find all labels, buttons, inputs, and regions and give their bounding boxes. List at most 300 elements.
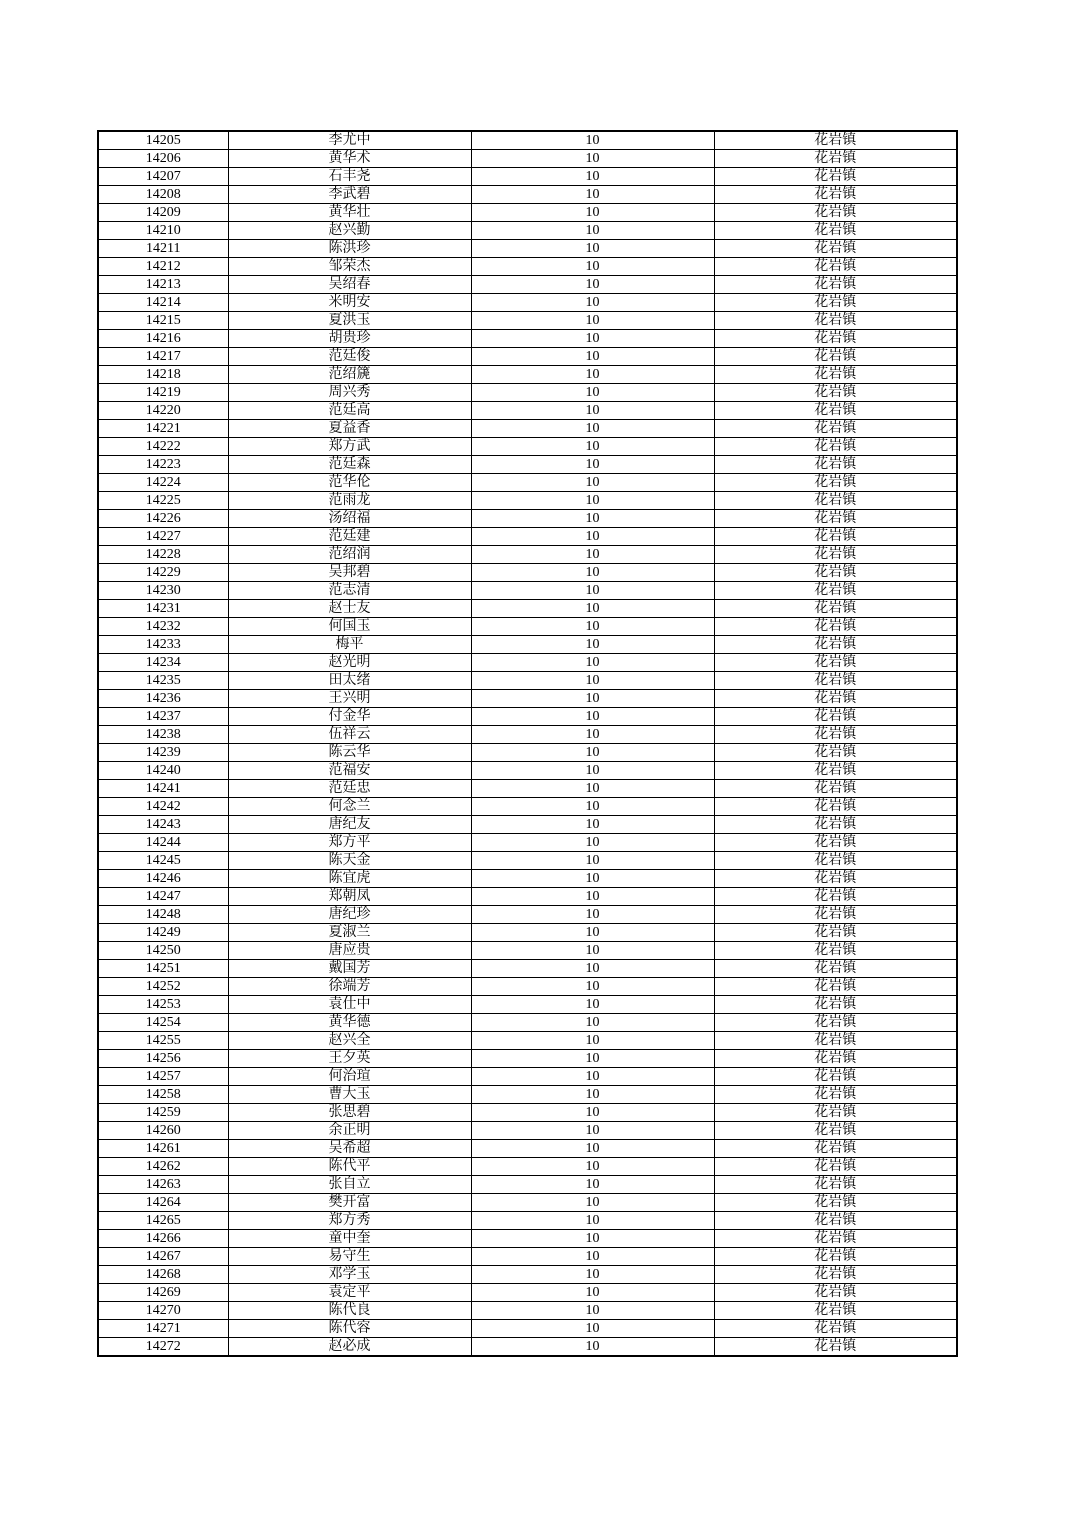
cell-name: 周兴秀 xyxy=(228,384,471,402)
cell-town: 花岩镇 xyxy=(714,366,957,384)
cell-town: 花岩镇 xyxy=(714,744,957,762)
cell-id: 14246 xyxy=(98,870,228,888)
table-row xyxy=(98,834,957,852)
table-row xyxy=(98,690,957,708)
cell-amount: 10 xyxy=(471,474,714,492)
table-row xyxy=(98,1158,957,1176)
cell-town: 花岩镇 xyxy=(714,942,957,960)
cell-town: 花岩镇 xyxy=(714,1194,957,1212)
cell-id: 14217 xyxy=(98,348,228,366)
cell-amount: 10 xyxy=(471,384,714,402)
cell-amount: 10 xyxy=(471,131,714,150)
cell-id: 14271 xyxy=(98,1320,228,1338)
cell-town: 花岩镇 xyxy=(714,294,957,312)
cell-amount: 10 xyxy=(471,564,714,582)
cell-name: 赵必成 xyxy=(228,1338,471,1357)
cell-town: 花岩镇 xyxy=(714,870,957,888)
cell-town: 花岩镇 xyxy=(714,654,957,672)
cell-id: 14207 xyxy=(98,168,228,186)
table-row xyxy=(98,204,957,222)
cell-id: 14210 xyxy=(98,222,228,240)
cell-amount: 10 xyxy=(471,258,714,276)
table-row xyxy=(98,1104,957,1122)
cell-name: 唐纪珍 xyxy=(228,906,471,924)
cell-town: 花岩镇 xyxy=(714,1068,957,1086)
cell-town: 花岩镇 xyxy=(714,780,957,798)
cell-amount: 10 xyxy=(471,1050,714,1068)
table-row xyxy=(98,330,957,348)
cell-id: 14208 xyxy=(98,186,228,204)
table-row xyxy=(98,348,957,366)
cell-amount: 10 xyxy=(471,150,714,168)
cell-amount: 10 xyxy=(471,402,714,420)
table-row xyxy=(98,798,957,816)
cell-name: 徐端芳 xyxy=(228,978,471,996)
cell-name: 范雨龙 xyxy=(228,492,471,510)
table-row xyxy=(98,582,957,600)
table-row xyxy=(98,474,957,492)
cell-name: 陈代平 xyxy=(228,1158,471,1176)
cell-id: 14267 xyxy=(98,1248,228,1266)
cell-id: 14240 xyxy=(98,762,228,780)
cell-town: 花岩镇 xyxy=(714,690,957,708)
cell-id: 14231 xyxy=(98,600,228,618)
cell-amount: 10 xyxy=(471,906,714,924)
cell-id: 14265 xyxy=(98,1212,228,1230)
cell-town: 花岩镇 xyxy=(714,834,957,852)
cell-name: 何国玉 xyxy=(228,618,471,636)
cell-id: 14253 xyxy=(98,996,228,1014)
table-row xyxy=(98,942,957,960)
cell-id: 14216 xyxy=(98,330,228,348)
cell-town: 花岩镇 xyxy=(714,258,957,276)
table-row xyxy=(98,762,957,780)
cell-name: 唐应贵 xyxy=(228,942,471,960)
cell-name: 李武碧 xyxy=(228,186,471,204)
cell-id: 14225 xyxy=(98,492,228,510)
cell-amount: 10 xyxy=(471,978,714,996)
cell-name: 付金华 xyxy=(228,708,471,726)
table-row xyxy=(98,366,957,384)
cell-id: 14239 xyxy=(98,744,228,762)
cell-amount: 10 xyxy=(471,708,714,726)
cell-name: 范廷森 xyxy=(228,456,471,474)
cell-id: 14206 xyxy=(98,150,228,168)
cell-name: 吴希超 xyxy=(228,1140,471,1158)
table-row xyxy=(98,258,957,276)
cell-amount: 10 xyxy=(471,942,714,960)
cell-name: 王兴明 xyxy=(228,690,471,708)
cell-amount: 10 xyxy=(471,186,714,204)
cell-town: 花岩镇 xyxy=(714,636,957,654)
cell-id: 14263 xyxy=(98,1176,228,1194)
cell-amount: 10 xyxy=(471,366,714,384)
cell-name: 夏淑兰 xyxy=(228,924,471,942)
cell-id: 14238 xyxy=(98,726,228,744)
table-row xyxy=(98,1338,957,1357)
cell-name: 梅平 xyxy=(228,636,471,654)
cell-id: 14241 xyxy=(98,780,228,798)
cell-town: 花岩镇 xyxy=(714,924,957,942)
cell-id: 14230 xyxy=(98,582,228,600)
cell-id: 14235 xyxy=(98,672,228,690)
cell-town: 花岩镇 xyxy=(714,312,957,330)
cell-town: 花岩镇 xyxy=(714,1122,957,1140)
cell-town: 花岩镇 xyxy=(714,240,957,258)
cell-id: 14272 xyxy=(98,1338,228,1357)
cell-name: 伍祥云 xyxy=(228,726,471,744)
cell-name: 王夕英 xyxy=(228,1050,471,1068)
cell-town: 花岩镇 xyxy=(714,474,957,492)
cell-town: 花岩镇 xyxy=(714,1338,957,1357)
table-row xyxy=(98,618,957,636)
table-row xyxy=(98,870,957,888)
table-row xyxy=(98,726,957,744)
table-row xyxy=(98,996,957,1014)
cell-id: 14248 xyxy=(98,906,228,924)
cell-town: 花岩镇 xyxy=(714,1158,957,1176)
cell-id: 14212 xyxy=(98,258,228,276)
cell-town: 花岩镇 xyxy=(714,618,957,636)
cell-name: 胡贵珍 xyxy=(228,330,471,348)
cell-town: 花岩镇 xyxy=(714,1014,957,1032)
cell-amount: 10 xyxy=(471,798,714,816)
cell-id: 14237 xyxy=(98,708,228,726)
cell-town: 花岩镇 xyxy=(714,906,957,924)
cell-id: 14247 xyxy=(98,888,228,906)
cell-town: 花岩镇 xyxy=(714,276,957,294)
cell-amount: 10 xyxy=(471,330,714,348)
cell-town: 花岩镇 xyxy=(714,798,957,816)
table-row xyxy=(98,1230,957,1248)
cell-id: 14250 xyxy=(98,942,228,960)
cell-id: 14261 xyxy=(98,1140,228,1158)
cell-name: 范福安 xyxy=(228,762,471,780)
cell-town: 花岩镇 xyxy=(714,348,957,366)
table-row xyxy=(98,276,957,294)
cell-town: 花岩镇 xyxy=(714,150,957,168)
table-row xyxy=(98,131,957,150)
cell-amount: 10 xyxy=(471,222,714,240)
table-row xyxy=(98,1266,957,1284)
cell-name: 范华伦 xyxy=(228,474,471,492)
cell-name: 郑方武 xyxy=(228,438,471,456)
table-row xyxy=(98,1212,957,1230)
cell-amount: 10 xyxy=(471,1068,714,1086)
cell-town: 花岩镇 xyxy=(714,888,957,906)
cell-id: 14222 xyxy=(98,438,228,456)
cell-amount: 10 xyxy=(471,1212,714,1230)
cell-amount: 10 xyxy=(471,690,714,708)
cell-name: 黄华术 xyxy=(228,150,471,168)
table-row xyxy=(98,672,957,690)
table-body xyxy=(98,131,957,1356)
cell-town: 花岩镇 xyxy=(714,438,957,456)
table-row xyxy=(98,402,957,420)
cell-id: 14255 xyxy=(98,1032,228,1050)
table-row xyxy=(98,564,957,582)
cell-town: 花岩镇 xyxy=(714,762,957,780)
cell-amount: 10 xyxy=(471,654,714,672)
cell-town: 花岩镇 xyxy=(714,222,957,240)
cell-name: 袁仕中 xyxy=(228,996,471,1014)
table-row xyxy=(98,1050,957,1068)
cell-name: 余正明 xyxy=(228,1122,471,1140)
table-row xyxy=(98,1320,957,1338)
cell-id: 14257 xyxy=(98,1068,228,1086)
cell-town: 花岩镇 xyxy=(714,996,957,1014)
cell-name: 田太绪 xyxy=(228,672,471,690)
table-row xyxy=(98,960,957,978)
table-row xyxy=(98,1248,957,1266)
cell-town: 花岩镇 xyxy=(714,1284,957,1302)
cell-town: 花岩镇 xyxy=(714,1266,957,1284)
cell-amount: 10 xyxy=(471,528,714,546)
cell-amount: 10 xyxy=(471,672,714,690)
cell-amount: 10 xyxy=(471,1266,714,1284)
cell-name: 郑朝凤 xyxy=(228,888,471,906)
cell-town: 花岩镇 xyxy=(714,1248,957,1266)
cell-name: 黄华德 xyxy=(228,1014,471,1032)
cell-name: 樊开富 xyxy=(228,1194,471,1212)
cell-amount: 10 xyxy=(471,600,714,618)
cell-id: 14221 xyxy=(98,420,228,438)
cell-town: 花岩镇 xyxy=(714,672,957,690)
cell-id: 14262 xyxy=(98,1158,228,1176)
cell-town: 花岩镇 xyxy=(714,131,957,150)
table-row xyxy=(98,978,957,996)
cell-amount: 10 xyxy=(471,744,714,762)
cell-name: 李尤中 xyxy=(228,131,471,150)
table-row xyxy=(98,1176,957,1194)
cell-name: 邓学玉 xyxy=(228,1266,471,1284)
cell-name: 米明安 xyxy=(228,294,471,312)
cell-amount: 10 xyxy=(471,312,714,330)
table-row xyxy=(98,294,957,312)
cell-id: 14211 xyxy=(98,240,228,258)
cell-id: 14252 xyxy=(98,978,228,996)
cell-id: 14209 xyxy=(98,204,228,222)
cell-amount: 10 xyxy=(471,438,714,456)
table-row xyxy=(98,186,957,204)
cell-name: 夏洪玉 xyxy=(228,312,471,330)
table-row xyxy=(98,816,957,834)
cell-name: 郑方平 xyxy=(228,834,471,852)
cell-id: 14205 xyxy=(98,131,228,150)
cell-name: 张思碧 xyxy=(228,1104,471,1122)
cell-name: 赵兴勤 xyxy=(228,222,471,240)
table-row xyxy=(98,510,957,528)
table-row xyxy=(98,708,957,726)
cell-town: 花岩镇 xyxy=(714,1086,957,1104)
cell-name: 郑方秀 xyxy=(228,1212,471,1230)
cell-town: 花岩镇 xyxy=(714,726,957,744)
cell-id: 14215 xyxy=(98,312,228,330)
cell-name: 范廷俊 xyxy=(228,348,471,366)
table-row xyxy=(98,852,957,870)
cell-amount: 10 xyxy=(471,582,714,600)
table-row xyxy=(98,438,957,456)
table-row xyxy=(98,600,957,618)
cell-amount: 10 xyxy=(471,546,714,564)
table-row xyxy=(98,546,957,564)
cell-amount: 10 xyxy=(471,510,714,528)
cell-town: 花岩镇 xyxy=(714,1302,957,1320)
cell-town: 花岩镇 xyxy=(714,168,957,186)
cell-amount: 10 xyxy=(471,834,714,852)
cell-amount: 10 xyxy=(471,1104,714,1122)
cell-name: 范志清 xyxy=(228,582,471,600)
table-row xyxy=(98,654,957,672)
cell-name: 陈代良 xyxy=(228,1302,471,1320)
cell-id: 14242 xyxy=(98,798,228,816)
table-row xyxy=(98,150,957,168)
cell-town: 花岩镇 xyxy=(714,456,957,474)
cell-amount: 10 xyxy=(471,762,714,780)
cell-name: 戴国芳 xyxy=(228,960,471,978)
cell-name: 吴邦碧 xyxy=(228,564,471,582)
cell-town: 花岩镇 xyxy=(714,564,957,582)
cell-amount: 10 xyxy=(471,1176,714,1194)
cell-town: 花岩镇 xyxy=(714,330,957,348)
cell-id: 14233 xyxy=(98,636,228,654)
cell-name: 陈代容 xyxy=(228,1320,471,1338)
table-row xyxy=(98,744,957,762)
cell-id: 14219 xyxy=(98,384,228,402)
cell-id: 14213 xyxy=(98,276,228,294)
table-row xyxy=(98,1302,957,1320)
cell-amount: 10 xyxy=(471,1122,714,1140)
table-row xyxy=(98,1068,957,1086)
cell-id: 14227 xyxy=(98,528,228,546)
cell-name: 夏益香 xyxy=(228,420,471,438)
cell-amount: 10 xyxy=(471,1248,714,1266)
cell-id: 14218 xyxy=(98,366,228,384)
cell-amount: 10 xyxy=(471,1158,714,1176)
cell-id: 14254 xyxy=(98,1014,228,1032)
cell-name: 陈天金 xyxy=(228,852,471,870)
cell-id: 14234 xyxy=(98,654,228,672)
cell-amount: 10 xyxy=(471,816,714,834)
cell-amount: 10 xyxy=(471,276,714,294)
cell-id: 14236 xyxy=(98,690,228,708)
cell-id: 14220 xyxy=(98,402,228,420)
cell-amount: 10 xyxy=(471,888,714,906)
table-row xyxy=(98,1194,957,1212)
cell-amount: 10 xyxy=(471,420,714,438)
cell-id: 14232 xyxy=(98,618,228,636)
cell-name: 易守生 xyxy=(228,1248,471,1266)
table-row xyxy=(98,420,957,438)
cell-amount: 10 xyxy=(471,492,714,510)
cell-amount: 10 xyxy=(471,1320,714,1338)
cell-id: 14214 xyxy=(98,294,228,312)
cell-id: 14268 xyxy=(98,1266,228,1284)
cell-name: 邹荣杰 xyxy=(228,258,471,276)
table-row xyxy=(98,1140,957,1158)
cell-name: 黄华壮 xyxy=(228,204,471,222)
cell-town: 花岩镇 xyxy=(714,1212,957,1230)
cell-amount: 10 xyxy=(471,852,714,870)
cell-id: 14244 xyxy=(98,834,228,852)
cell-town: 花岩镇 xyxy=(714,1032,957,1050)
cell-name: 童中奎 xyxy=(228,1230,471,1248)
cell-town: 花岩镇 xyxy=(714,510,957,528)
table-row xyxy=(98,312,957,330)
cell-amount: 10 xyxy=(471,1302,714,1320)
table-row xyxy=(98,528,957,546)
cell-amount: 10 xyxy=(471,1086,714,1104)
cell-town: 花岩镇 xyxy=(714,384,957,402)
cell-town: 花岩镇 xyxy=(714,1230,957,1248)
cell-name: 赵光明 xyxy=(228,654,471,672)
cell-id: 14243 xyxy=(98,816,228,834)
cell-name: 范廷忠 xyxy=(228,780,471,798)
cell-name: 陈洪珍 xyxy=(228,240,471,258)
cell-amount: 10 xyxy=(471,636,714,654)
cell-amount: 10 xyxy=(471,1194,714,1212)
cell-id: 14269 xyxy=(98,1284,228,1302)
cell-id: 14224 xyxy=(98,474,228,492)
cell-town: 花岩镇 xyxy=(714,204,957,222)
cell-id: 14228 xyxy=(98,546,228,564)
cell-name: 袁定平 xyxy=(228,1284,471,1302)
cell-id: 14260 xyxy=(98,1122,228,1140)
table-row xyxy=(98,924,957,942)
cell-id: 14264 xyxy=(98,1194,228,1212)
cell-id: 14229 xyxy=(98,564,228,582)
cell-amount: 10 xyxy=(471,780,714,798)
table-row xyxy=(98,906,957,924)
table-row xyxy=(98,384,957,402)
cell-name: 曹大玉 xyxy=(228,1086,471,1104)
cell-town: 花岩镇 xyxy=(714,186,957,204)
cell-town: 花岩镇 xyxy=(714,528,957,546)
cell-amount: 10 xyxy=(471,168,714,186)
cell-id: 14256 xyxy=(98,1050,228,1068)
cell-name: 范绍篪 xyxy=(228,366,471,384)
cell-id: 14266 xyxy=(98,1230,228,1248)
cell-name: 赵士友 xyxy=(228,600,471,618)
cell-town: 花岩镇 xyxy=(714,1140,957,1158)
cell-name: 赵兴全 xyxy=(228,1032,471,1050)
cell-name: 张自立 xyxy=(228,1176,471,1194)
cell-town: 花岩镇 xyxy=(714,1104,957,1122)
cell-id: 14249 xyxy=(98,924,228,942)
data-table xyxy=(97,130,958,1357)
cell-town: 花岩镇 xyxy=(714,1050,957,1068)
cell-amount: 10 xyxy=(471,240,714,258)
cell-name: 汤绍福 xyxy=(228,510,471,528)
table-row xyxy=(98,1284,957,1302)
cell-id: 14258 xyxy=(98,1086,228,1104)
cell-id: 14259 xyxy=(98,1104,228,1122)
cell-town: 花岩镇 xyxy=(714,582,957,600)
cell-name: 陈云华 xyxy=(228,744,471,762)
table-row xyxy=(98,1122,957,1140)
cell-amount: 10 xyxy=(471,960,714,978)
cell-name: 范绍润 xyxy=(228,546,471,564)
cell-amount: 10 xyxy=(471,1338,714,1357)
cell-amount: 10 xyxy=(471,726,714,744)
cell-id: 14223 xyxy=(98,456,228,474)
cell-town: 花岩镇 xyxy=(714,600,957,618)
cell-amount: 10 xyxy=(471,1032,714,1050)
table-row xyxy=(98,222,957,240)
cell-amount: 10 xyxy=(471,204,714,222)
table-row xyxy=(98,492,957,510)
cell-id: 14245 xyxy=(98,852,228,870)
